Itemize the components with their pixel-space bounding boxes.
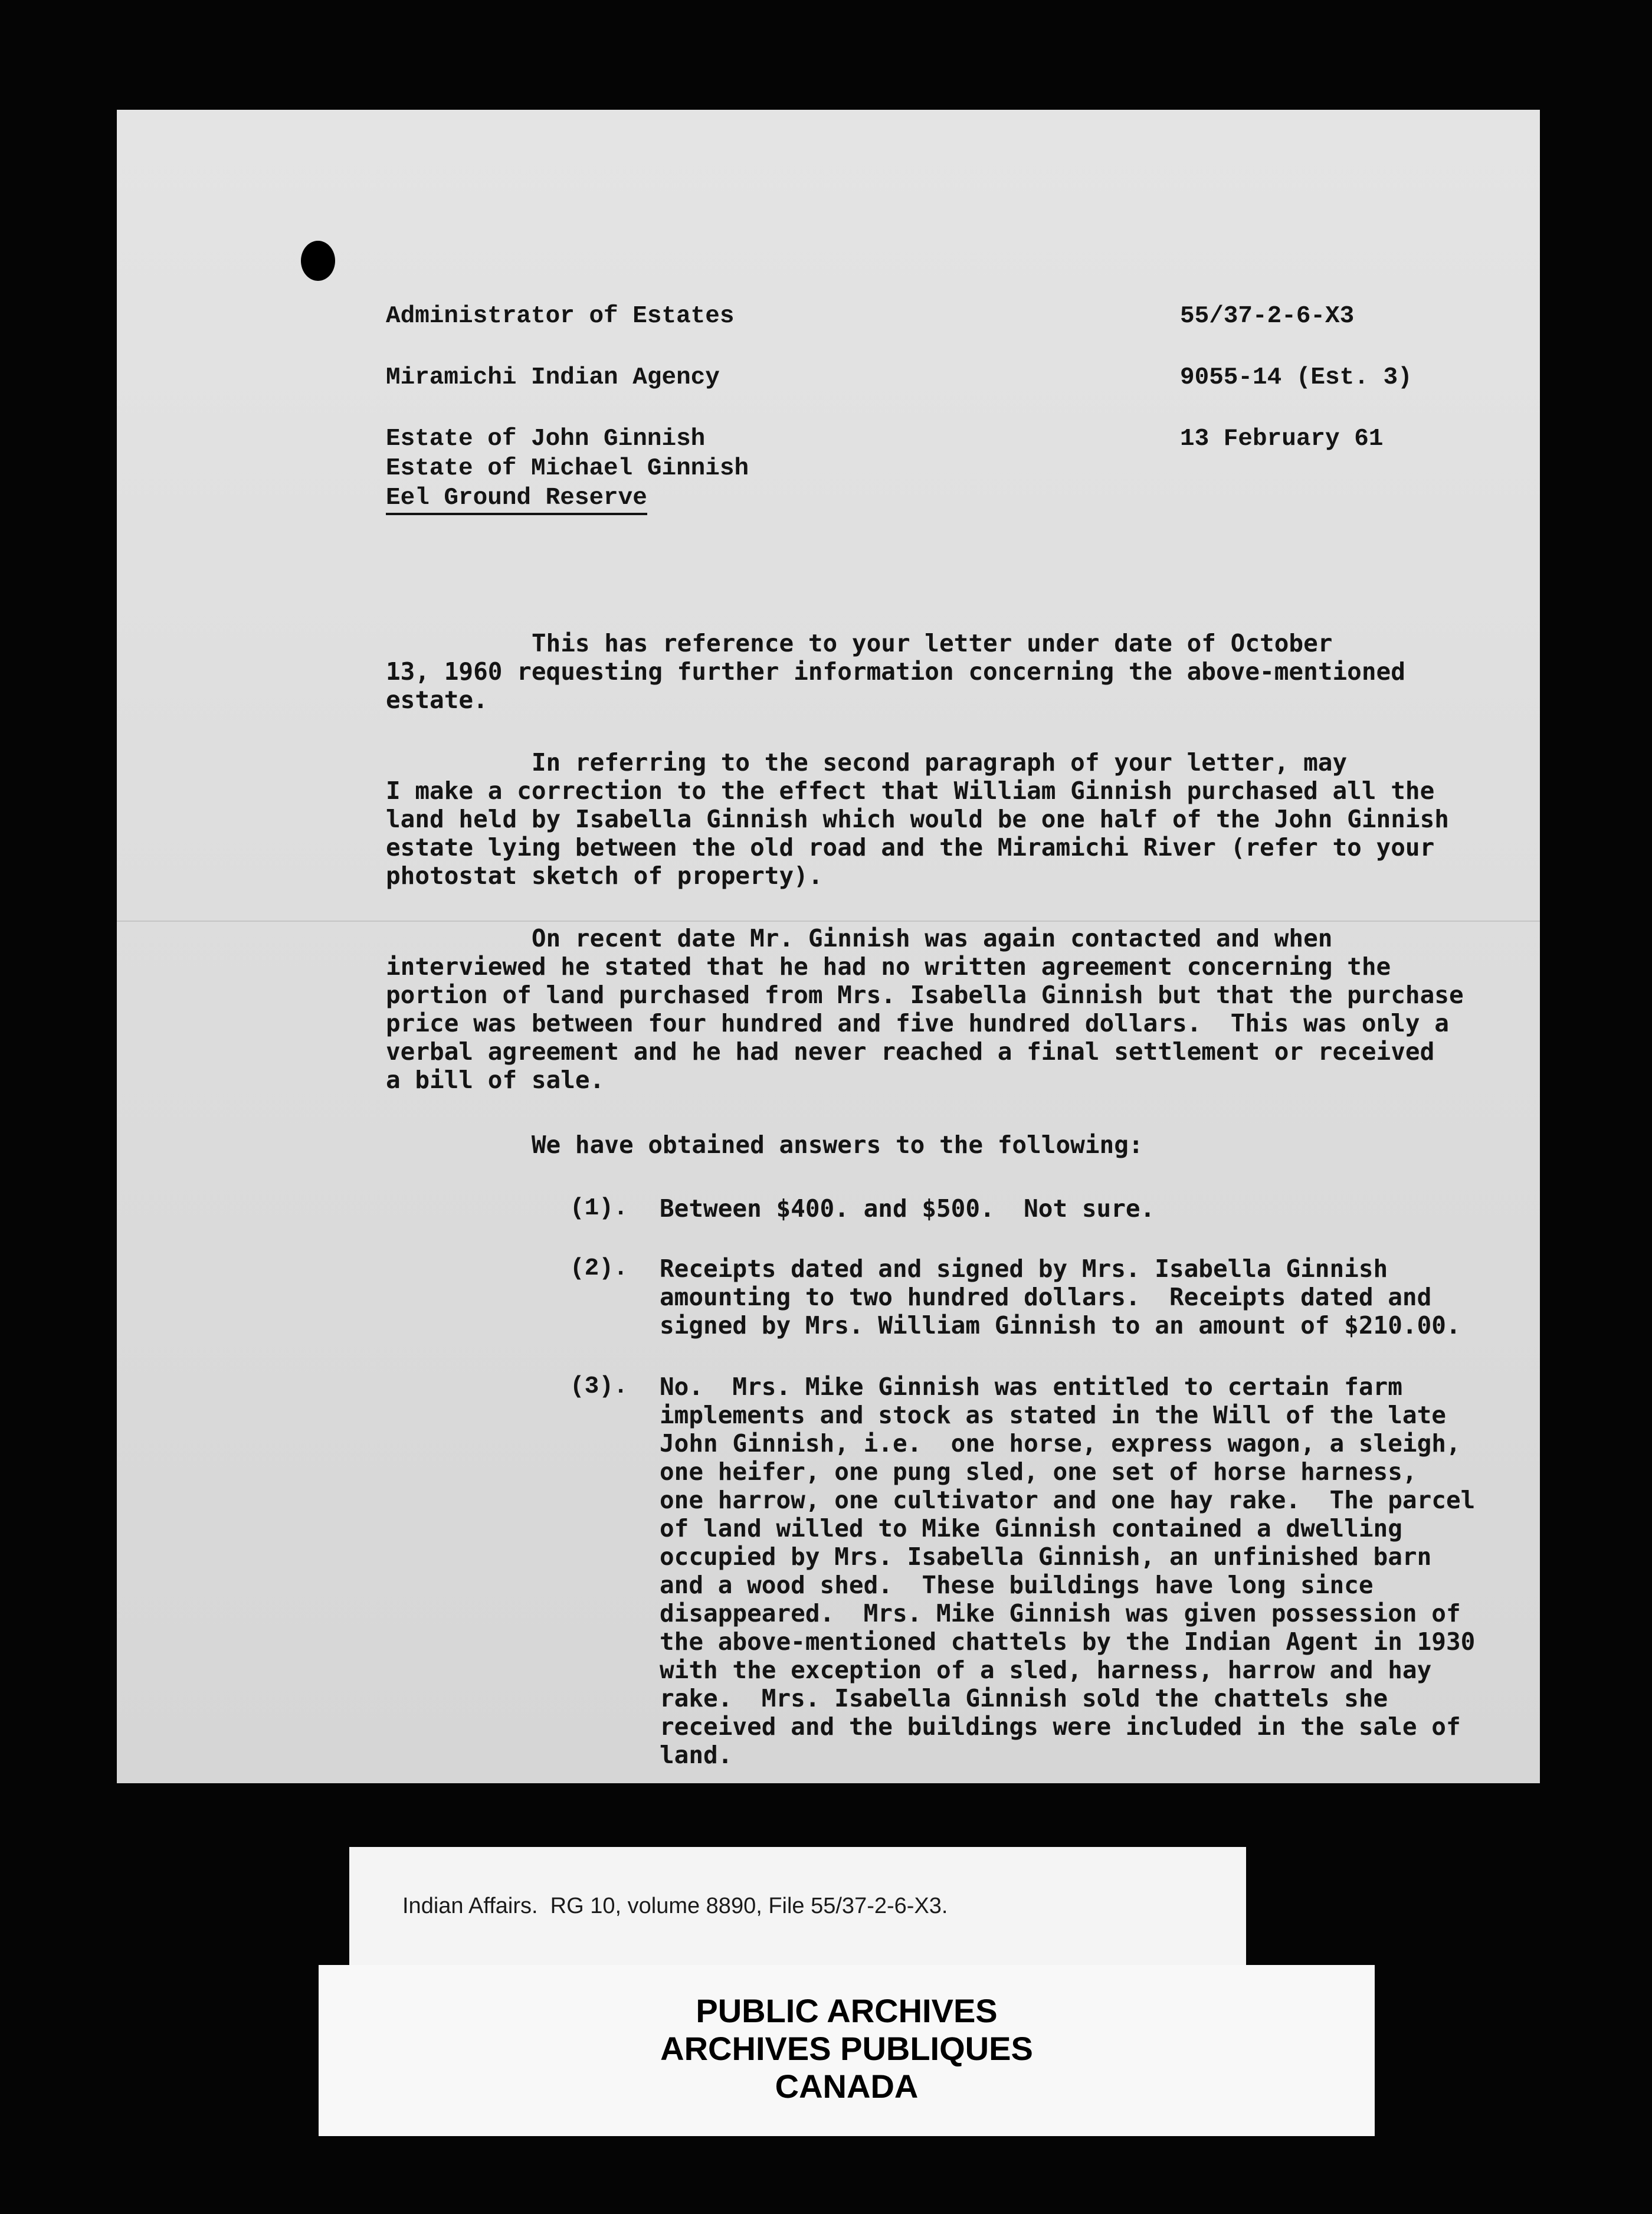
- paragraph-2: In referring to the second paragraph of your letter, may I make a correction to the effect that William Ginnish purchased all the land held by Isabella Ginnish which would be one half of the John Ginnish estate lying between the old road and the Miramichi River (refer to your photostat sketch of property).: [386, 748, 1449, 890]
- subject-line-3: [386, 484, 792, 512]
- paragraph-1: This has reference to your letter under date of October 13, 1960 requesting further information concerning the above-mentioned estate.: [386, 629, 1405, 714]
- answer-2-number: (2).: [570, 1255, 628, 1282]
- reference-number: 9055-14 (Est. 3): [1180, 364, 1412, 391]
- paragraph-3: On recent date Mr. Ginnish was again contacted and when interviewed he stated that he had no written agreement concerning the portion of land purchased from Mrs. Isabella Ginnish but that the purchase price was between four hundred and five hundred dollars. This was only a verbal agreement and he had never reached a final settlement or received a bill of sale.: [386, 924, 1464, 1094]
- file-number: 55/37-2-6-X3: [1180, 303, 1355, 330]
- answer-3-text: No. Mrs. Mike Ginnish was entitled to certain farm implements and stock as stated in the Will of the late John Ginnish, i.e. one horse, express wagon, a sleigh, one heifer, one pung sled, one set of horse harness, one harrow, one cultivator and one hay rake. The parcel of land willed to Mike Ginnish contained a dwelling occupied by Mrs. Isabella Ginnish, an unfinished barn and a wood shed. These buildings have long since disappeared. Mrs. Mike Ginnish was given possession of the above-mentioned chattels by the Indian Agent in 1930 with the exception of a sled, harness, harrow and hay rake. Mrs. Isabella Ginnish sold the chattels she received and the buildings were included in the sale of land.: [660, 1373, 1476, 1769]
- citation-strip: [349, 1847, 1246, 1965]
- stamp-line-2: ARCHIVES PUBLIQUES: [660, 2030, 1033, 2067]
- paragraph-4: We have obtained answers to the following:: [386, 1131, 1143, 1159]
- stamp-line-1: PUBLIC ARCHIVES: [696, 1992, 998, 2029]
- answer-3-number: (3).: [570, 1373, 628, 1400]
- archive-citation: Indian Affairs. RG 10, volume 8890, File 55/37-2-6-X3.: [402, 1894, 948, 1918]
- punch-hole: [301, 241, 335, 281]
- answer-1-number: (1).: [570, 1195, 628, 1222]
- subject-line-1: Estate of John Ginnish: [386, 425, 706, 453]
- stamp-line-3: CANADA: [775, 2068, 919, 2105]
- archive-stamp-card: [319, 1965, 1375, 2136]
- reserve-name: Eel Ground Reserve: [386, 484, 647, 515]
- fold-crease: [117, 921, 1540, 922]
- answer-2-text: Receipts dated and signed by Mrs. Isabella Ginnish amounting to two hundred dollars. Receipts dated and signed by Mrs. William Ginnish to an amount of $210.00.: [660, 1255, 1461, 1339]
- answer-1-text: Between $400. and $500. Not sure.: [660, 1194, 1155, 1223]
- agency-name: Miramichi Indian Agency: [386, 364, 720, 391]
- subject-line-2: Estate of Michael Ginnish: [386, 455, 749, 482]
- addressee: Administrator of Estates: [386, 303, 735, 330]
- letter-date: 13 February 61: [1180, 425, 1384, 453]
- document-page: [117, 110, 1540, 1783]
